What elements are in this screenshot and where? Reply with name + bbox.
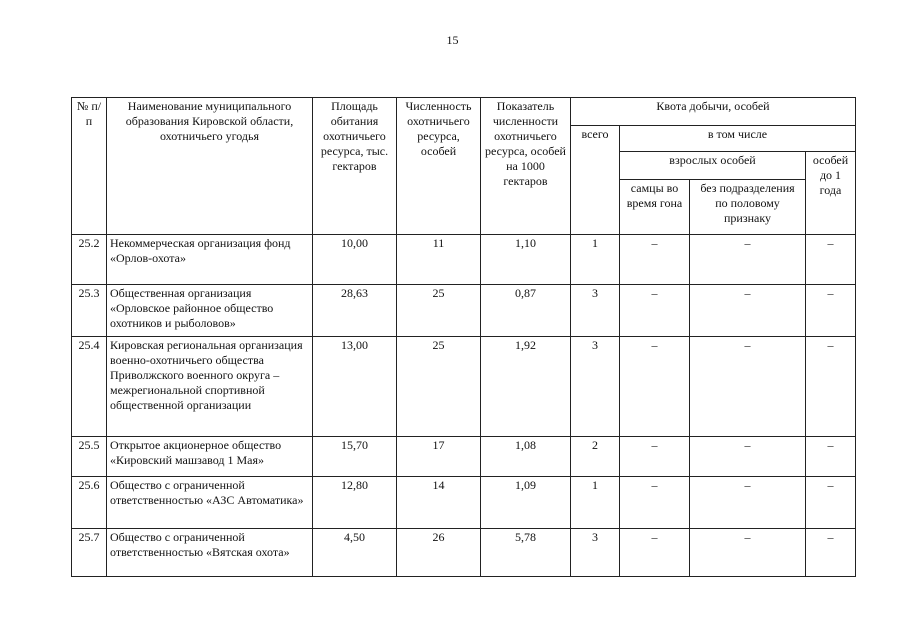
row-name: Открытое акционерное общество «Кировский машзавод 1 Мая» xyxy=(107,437,313,477)
row-total: 1 xyxy=(571,235,620,285)
row-num: 25.5 xyxy=(72,437,107,477)
table-row xyxy=(72,285,856,337)
header-density: Показатель численности охотничьего ресурса, особей на 1000 гектаров xyxy=(481,98,571,235)
row-num: 25.2 xyxy=(72,235,107,285)
row-males: – xyxy=(620,529,690,577)
row-total: 3 xyxy=(571,285,620,337)
row-area: 12,80 xyxy=(313,477,397,529)
row-density: 5,78 xyxy=(481,529,571,577)
row-young: – xyxy=(806,235,856,285)
row-density: 0,87 xyxy=(481,285,571,337)
row-males: – xyxy=(620,235,690,285)
row-young: – xyxy=(806,337,856,437)
row-total: 3 xyxy=(571,337,620,437)
row-count: 14 xyxy=(397,477,481,529)
table-row xyxy=(72,477,856,529)
row-num: 25.4 xyxy=(72,337,107,437)
header-males: самцы во время гона xyxy=(620,180,690,235)
table-row xyxy=(72,235,856,285)
row-area: 15,70 xyxy=(313,437,397,477)
row-density: 1,92 xyxy=(481,337,571,437)
row-area: 4,50 xyxy=(313,529,397,577)
row-males: – xyxy=(620,285,690,337)
header-num: № п/п xyxy=(72,98,107,235)
row-num: 25.3 xyxy=(72,285,107,337)
header-including: в том числе xyxy=(620,126,856,152)
row-young: – xyxy=(806,529,856,577)
row-area: 28,63 xyxy=(313,285,397,337)
header-quota: Квота добычи, особей xyxy=(571,98,856,126)
row-name: Общество с ограниченной ответственностью «АЗС Автоматика» xyxy=(107,477,313,529)
row-males: – xyxy=(620,337,690,437)
page-number: 15 xyxy=(446,33,459,47)
row-density: 1,09 xyxy=(481,477,571,529)
row-density: 1,10 xyxy=(481,235,571,285)
row-name: Некоммерческая организация фонд «Орлов-охота» xyxy=(107,235,313,285)
row-count: 25 xyxy=(397,285,481,337)
row-total: 3 xyxy=(571,529,620,577)
header-count: Численность охотничьего ресурса, особей xyxy=(397,98,481,235)
row-no-sex: – xyxy=(690,235,806,285)
header-adults: взрослых особей xyxy=(620,152,806,180)
row-no-sex: – xyxy=(690,337,806,437)
quota-table xyxy=(71,97,856,577)
row-count: 25 xyxy=(397,337,481,437)
table-row xyxy=(72,529,856,577)
row-males: – xyxy=(620,437,690,477)
row-count: 26 xyxy=(397,529,481,577)
row-young: – xyxy=(806,477,856,529)
row-no-sex: – xyxy=(690,477,806,529)
table-row xyxy=(72,437,856,477)
row-num: 25.6 xyxy=(72,477,107,529)
table-row xyxy=(72,337,856,437)
row-num: 25.7 xyxy=(72,529,107,577)
row-count: 11 xyxy=(397,235,481,285)
row-name: Общественная организация «Орловское районное общество охотников и рыболовов» xyxy=(107,285,313,337)
row-males: – xyxy=(620,477,690,529)
row-total: 2 xyxy=(571,437,620,477)
row-count: 17 xyxy=(397,437,481,477)
header-total: всего xyxy=(571,126,620,235)
row-no-sex: – xyxy=(690,529,806,577)
header-no-sex: без подразделения по половому признаку xyxy=(690,180,806,235)
row-name: Кировская региональная организация военно-охотничьего общества Приволжского военного округа – межрегиональной спортивной общественной организации xyxy=(107,337,313,437)
row-area: 10,00 xyxy=(313,235,397,285)
row-no-sex: – xyxy=(690,285,806,337)
row-young: – xyxy=(806,437,856,477)
row-name: Общество с ограниченной ответственностью «Вятская охота» xyxy=(107,529,313,577)
header-name: Наименование муниципального образования Кировской области, охотничьего угодья xyxy=(107,98,313,235)
row-area: 13,00 xyxy=(313,337,397,437)
row-density: 1,08 xyxy=(481,437,571,477)
row-total: 1 xyxy=(571,477,620,529)
header-young: особей до 1 года xyxy=(806,152,856,235)
row-no-sex: – xyxy=(690,437,806,477)
row-young: – xyxy=(806,285,856,337)
header-area: Площадь обитания охотничьего ресурса, тыс. гектаров xyxy=(313,98,397,235)
